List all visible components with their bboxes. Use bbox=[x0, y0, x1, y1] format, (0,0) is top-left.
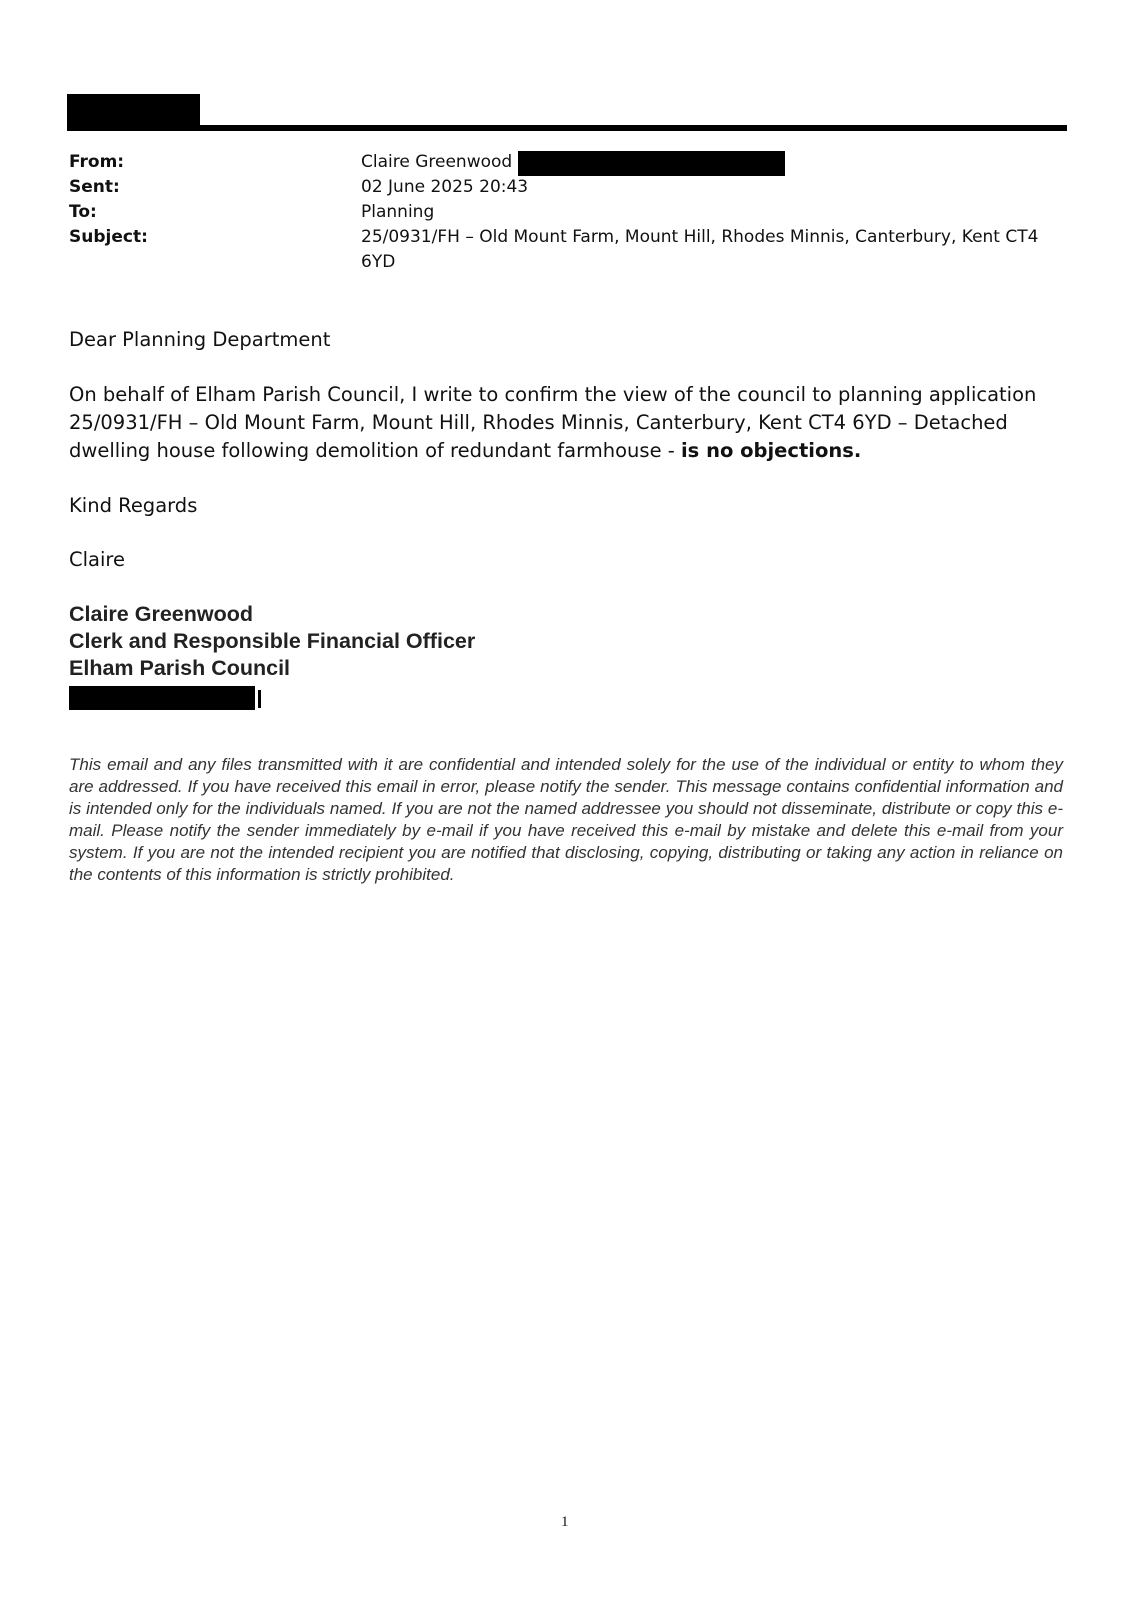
sent-label: Sent: bbox=[69, 177, 120, 197]
closing: Kind Regards bbox=[69, 494, 198, 517]
redacted-phone bbox=[69, 686, 255, 710]
from-value: Claire Greenwood bbox=[361, 152, 513, 172]
body-paragraph-text: On behalf of Elham Parish Council, I write to confirm the view of the council to planning application 25/0931/FH – Old Mount Farm, Mount Hill, Rhodes Minnis, Canterbury, Kent CT4 6YD – Detached dwelling house following demolition of redundant farmhouse - bbox=[69, 383, 1037, 462]
signature-name: Claire Greenwood bbox=[69, 602, 253, 626]
redacted-header-block bbox=[67, 94, 200, 127]
signature-organisation: Elham Parish Council bbox=[69, 656, 291, 680]
header-rule bbox=[67, 125, 1067, 131]
subject-line-1: 25/0931/FH – Old Mount Farm, Mount Hill, Rhodes Minnis, Canterbury, Kent CT4 bbox=[361, 227, 1039, 247]
paragraph-end: . bbox=[853, 439, 862, 462]
redaction-edge-mark bbox=[258, 690, 261, 708]
from-label: From: bbox=[69, 152, 125, 172]
redacted-email-address bbox=[518, 151, 785, 176]
greeting: Dear Planning Department bbox=[69, 328, 331, 351]
subject-label: Subject: bbox=[69, 227, 148, 247]
sent-value: 02 June 2025 20:43 bbox=[361, 177, 529, 197]
confidentiality-disclaimer: This email and any files transmitted with it are confidential and intended solely for the use of the individual or entity to whom they are addressed. If you have received this email in error, please notify the sender. This message contains confidential information and is intended only for the individuals named. If you are not the named addressee you should not disseminate, distribute or copy this e-mail. Please notify the sender immediately by e-mail if you have received this e-mail by mistake and delete this e-mail from your system. If you are not the intended recipient you are notified that disclosing, copying, distributing or taking any action in reliance on the contents of this information is strictly prohibited. bbox=[69, 755, 1063, 884]
decision-emphasis: is no objections bbox=[681, 439, 854, 462]
subject-line-2: 6YD bbox=[361, 252, 396, 272]
body-paragraph bbox=[69, 381, 1059, 465]
first-name: Claire bbox=[69, 548, 125, 571]
signature-role: Clerk and Responsible Financial Officer bbox=[69, 629, 476, 653]
page-number: 1 bbox=[561, 1514, 569, 1530]
to-label: To: bbox=[69, 202, 97, 222]
to-value: Planning bbox=[361, 202, 435, 222]
